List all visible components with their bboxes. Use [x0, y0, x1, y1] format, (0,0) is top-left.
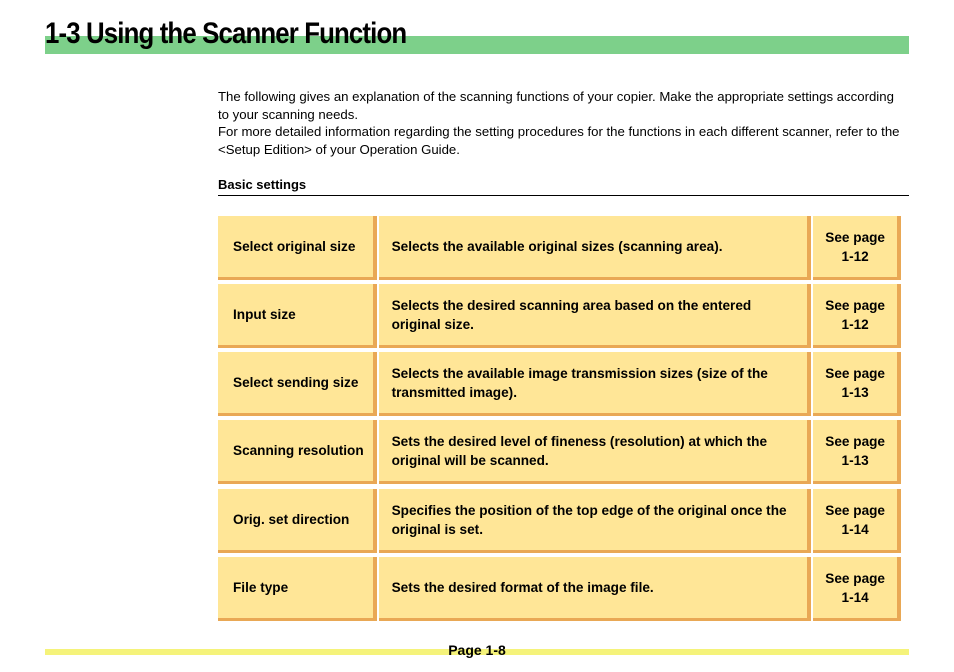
setting-description: Sets the desired level of fineness (resolution) at which the original will be scanned.	[379, 420, 812, 484]
setting-name: Scanning resolution	[218, 420, 377, 484]
page-reference-label: See page	[825, 570, 885, 586]
page-reference	[813, 216, 901, 280]
page-reference-label: See page	[825, 502, 885, 518]
table-row	[218, 216, 901, 280]
intro-text	[218, 88, 908, 158]
page-reference	[813, 352, 901, 416]
setting-description: Selects the desired scanning area based on the entered original size.	[379, 284, 812, 348]
table-row	[218, 557, 901, 621]
page-reference-label: See page	[825, 297, 885, 313]
setting-name: File type	[218, 557, 377, 621]
page-reference-number: 1-13	[841, 452, 869, 468]
page-reference	[813, 489, 901, 553]
page-reference	[813, 420, 901, 484]
page-reference-label: See page	[825, 433, 885, 449]
page-reference	[813, 284, 901, 348]
setting-description: Sets the desired format of the image file.	[379, 557, 812, 621]
page-reference-number: 1-14	[841, 521, 869, 537]
setting-name: Select original size	[218, 216, 377, 280]
page-reference	[813, 557, 901, 621]
table-row	[218, 420, 901, 484]
section-heading: Basic settings	[218, 176, 909, 196]
intro-paragraph-1: The following gives an explanation of the scanning functions of your copier. Make the appropriate settings according to your scanning needs.	[218, 89, 894, 122]
setting-name: Orig. set direction	[218, 489, 377, 553]
intro-paragraph-2: For more detailed information regarding the setting procedures for the functions in each different scanner, refer to the <Setup Edition> of your Operation Guide.	[218, 124, 900, 157]
page-title: 1-3 Using the Scanner Function	[45, 17, 407, 50]
page-reference-label: See page	[825, 365, 885, 381]
setting-description: Selects the available image transmission sizes (size of the transmitted image).	[379, 352, 812, 416]
page-reference-number: 1-13	[841, 384, 869, 400]
page-number: Page 1-8	[448, 642, 506, 658]
setting-name: Select sending size	[218, 352, 377, 416]
page-reference-label: See page	[825, 229, 885, 245]
page-reference-number: 1-14	[841, 589, 869, 605]
setting-description: Specifies the position of the top edge of the original once the original is set.	[379, 489, 812, 553]
setting-name: Input size	[218, 284, 377, 348]
table-row	[218, 489, 901, 553]
page-reference-number: 1-12	[841, 316, 869, 332]
table-row	[218, 284, 901, 348]
table-row	[218, 352, 901, 416]
page-reference-number: 1-12	[841, 248, 869, 264]
setting-description: Selects the available original sizes (scanning area).	[379, 216, 812, 280]
